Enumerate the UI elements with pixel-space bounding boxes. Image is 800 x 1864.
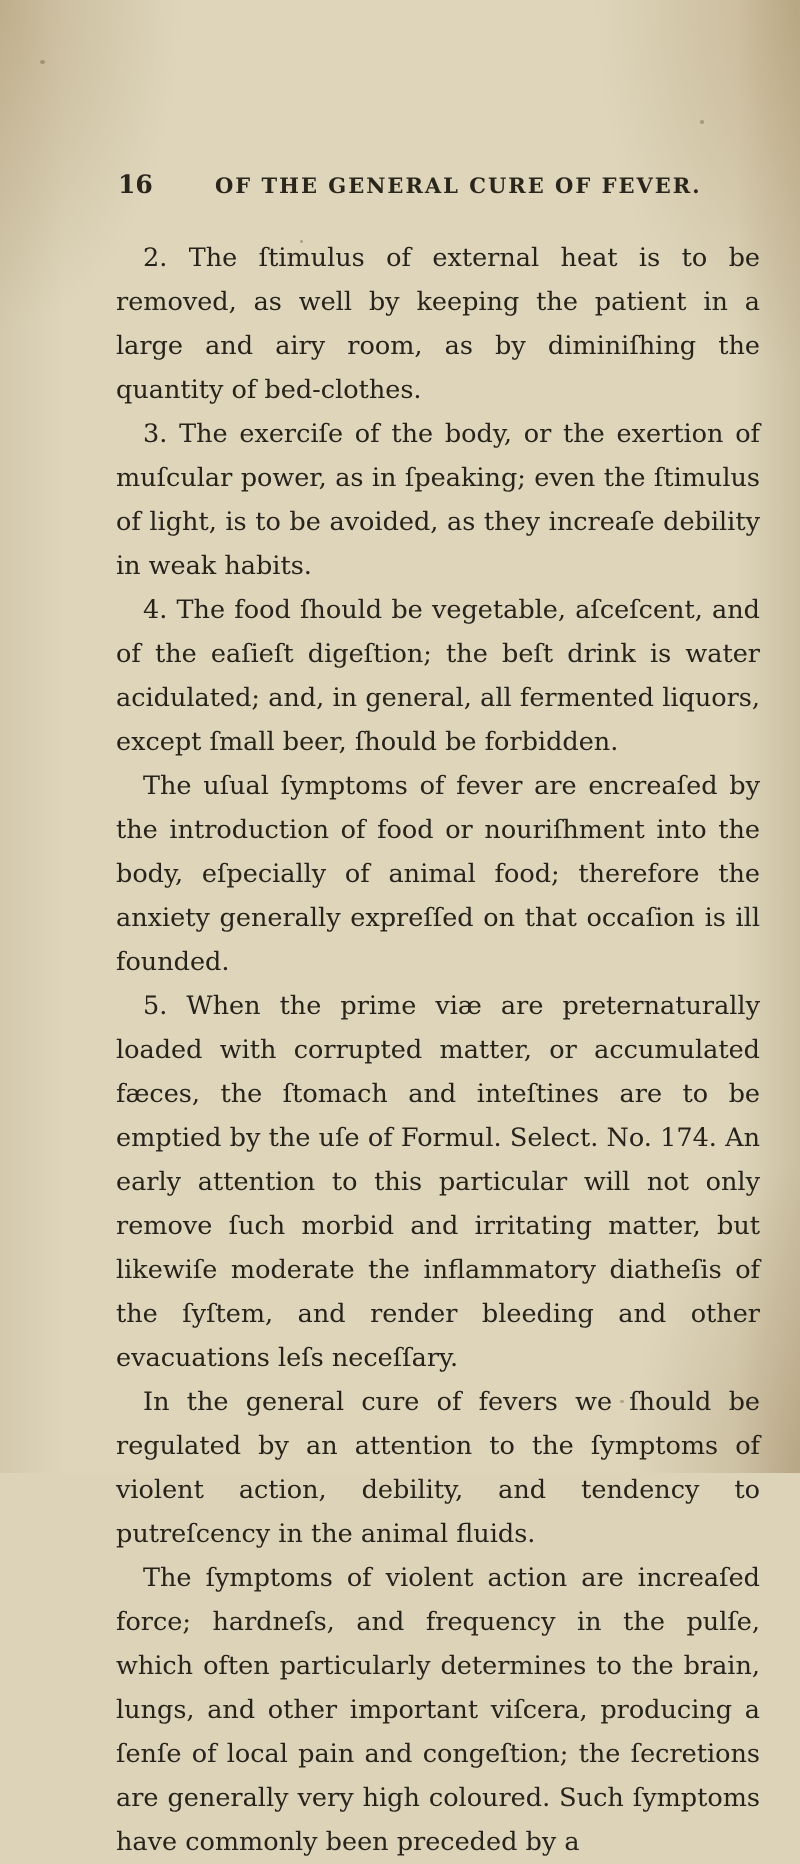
body-text (116, 236, 760, 1864)
running-header (118, 170, 758, 210)
paragraph: The ſymptoms of violent action are increaſed force; hardneſs, and frequency in the pulſe, which often particularly determines to the brain, lungs, and other important viſcera, producing a ſenſe of local pain and congeſtion; the ſecretions are generally very high coloured. Such ſymptoms have commonly been preceded by a (116, 1563, 760, 1857)
paragraph: 3. The exerciſe of the body, or the exertion of muſcular power, as in ſpeaking; even the ſtimulus of light, is to be avoided, as they increaſe debility in weak habits. (116, 419, 760, 581)
page-number: 16 (118, 170, 153, 199)
paragraph: The uſual ſymptoms of fever are encreaſed by the introduction of food or nouriſhment into the body, eſpecially of animal food; therefore the anxiety generally expreſſed on that occaſion is ill founded. (116, 771, 760, 977)
paragraph: 5. When the prime viæ are preternaturally loaded with corrupted matter, or accumulated fæces, the ſtomach and inteſtines are to be emptied by the uſe of Formul. Select. No. 174. An early attention to this particular will not only remove ſuch morbid and irritating matter, but likewiſe moderate the inflammatory diatheſis of the ſyſtem, and render bleeding and other evacuations leſs neceſſary. (116, 991, 760, 1373)
paragraph: In the general cure of fevers we ſhould be regulated by an attention to the ſymptoms of violent action, debility, and tendency to putreſcency in the animal fluids. (116, 1387, 760, 1549)
paragraph: 2. The ſtimulus of external heat is to be removed, as well by keeping the patient in a large and airy room, as by diminiſhing the quantity of bed-clothes. (116, 243, 760, 405)
running-title: OF THE GENERAL CURE OF FEVER. (215, 173, 702, 198)
paragraph: 4. The food ſhould be vegetable, aſceſcent, and of the eaſieſt digeſtion; the beſt drink is water acidulated; and, in general, all fermented liquors, except ſmall beer, ſhould be forbidden. (116, 595, 760, 757)
paper-speck (700, 120, 704, 124)
paper-speck (40, 60, 45, 64)
